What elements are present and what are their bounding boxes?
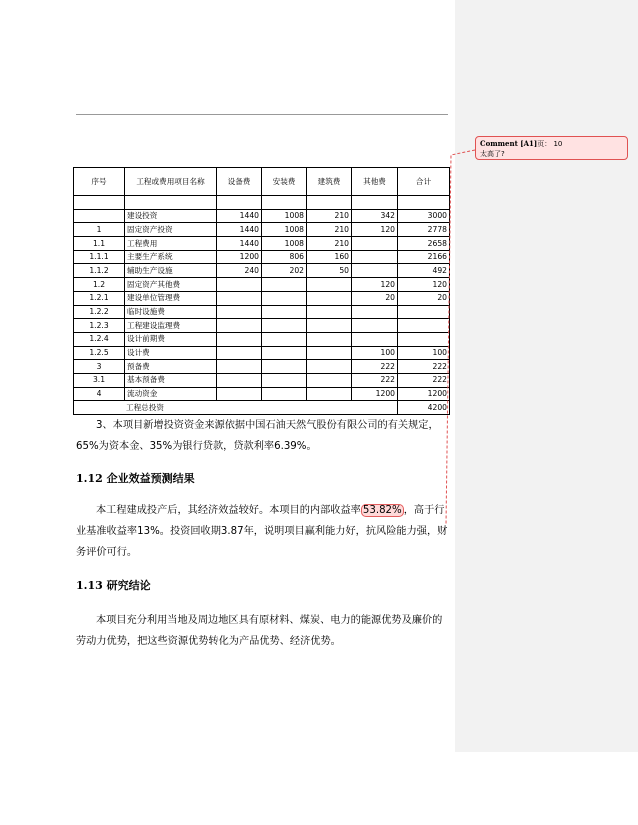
table-cell: 预备费 bbox=[125, 360, 217, 374]
table-cell: 1.2 bbox=[74, 278, 125, 292]
table-cell bbox=[262, 291, 307, 305]
table-cell: 建设投资 bbox=[125, 209, 217, 223]
table-cell: 342 bbox=[352, 209, 398, 223]
table-cell bbox=[352, 237, 398, 251]
table-row bbox=[74, 196, 450, 210]
table-cell: 100 bbox=[398, 346, 450, 360]
header-cell: 工程或费用项目名称 bbox=[125, 168, 217, 196]
table-cell bbox=[307, 278, 352, 292]
header-cell: 建筑费 bbox=[307, 168, 352, 196]
table-header-row bbox=[74, 168, 450, 196]
table-cell bbox=[262, 360, 307, 374]
total-value-cell: 4200 bbox=[398, 401, 450, 415]
table-cell: 2658 bbox=[398, 237, 450, 251]
table-cell bbox=[262, 305, 307, 319]
table-cell bbox=[307, 291, 352, 305]
table-cell bbox=[352, 264, 398, 278]
table-cell: 工程费用 bbox=[125, 237, 217, 251]
comment-margin-pane bbox=[455, 0, 638, 825]
table-cell bbox=[74, 196, 125, 210]
table-cell bbox=[217, 373, 262, 387]
table-cell: 160 bbox=[307, 250, 352, 264]
table-row bbox=[74, 305, 450, 319]
table-cell bbox=[217, 360, 262, 374]
table-cell: 210 bbox=[307, 223, 352, 237]
table-cell: 210 bbox=[307, 237, 352, 251]
commented-text-highlight[interactable]: 53.82% bbox=[362, 505, 402, 516]
table-cell bbox=[352, 332, 398, 346]
total-label-cell: 工程总投资 bbox=[74, 401, 398, 415]
table-cell: 临时设施费 bbox=[125, 305, 217, 319]
table-total-row bbox=[74, 401, 450, 415]
header-cell: 合计 bbox=[398, 168, 450, 196]
table-row bbox=[74, 250, 450, 264]
table-cell: 20 bbox=[352, 291, 398, 305]
table-cell: 120 bbox=[352, 223, 398, 237]
table-cell: 222 bbox=[398, 373, 450, 387]
header-cell: 设备费 bbox=[217, 168, 262, 196]
benefit-text-end: ，高于行业基准收益率13%。投资回收期3.87年，说明项目赢利能力好，抗风险能力强，财务评价可行。 bbox=[76, 505, 448, 558]
table-row bbox=[74, 278, 450, 292]
table-cell: 120 bbox=[352, 278, 398, 292]
table-cell: 3000 bbox=[398, 209, 450, 223]
table-cell: 流动资金 bbox=[125, 387, 217, 401]
header-cell: 其他费 bbox=[352, 168, 398, 196]
table-cell: 1440 bbox=[217, 237, 262, 251]
table-cell: 2778 bbox=[398, 223, 450, 237]
table-cell bbox=[262, 346, 307, 360]
table-cell bbox=[217, 196, 262, 210]
table-cell: 1.2.2 bbox=[74, 305, 125, 319]
table-cell: 1 bbox=[74, 223, 125, 237]
investment-table bbox=[73, 167, 450, 415]
table-cell: 设计费 bbox=[125, 346, 217, 360]
table-row bbox=[74, 209, 450, 223]
table-cell bbox=[262, 196, 307, 210]
table-row bbox=[74, 346, 450, 360]
table-cell bbox=[262, 332, 307, 346]
table-cell bbox=[307, 196, 352, 210]
table-cell bbox=[352, 196, 398, 210]
table-cell bbox=[307, 332, 352, 346]
table-cell: 1.2.5 bbox=[74, 346, 125, 360]
conclusion-paragraph: 本项目充分利用当地及周边地区具有原材料、煤炭、电力的能源优势及廉价的劳动力优势，把这些资源优势转化为产品优势、经济优势。 bbox=[76, 615, 443, 647]
table-cell: 222 bbox=[352, 360, 398, 374]
table-cell bbox=[217, 319, 262, 333]
table-cell: 4 bbox=[74, 387, 125, 401]
table-cell bbox=[262, 319, 307, 333]
table-row bbox=[74, 237, 450, 251]
table-cell bbox=[307, 360, 352, 374]
table-cell: 20 bbox=[398, 291, 450, 305]
table-cell bbox=[307, 319, 352, 333]
table-cell: 120 bbox=[398, 278, 450, 292]
table-cell: 1008 bbox=[262, 237, 307, 251]
table-cell bbox=[307, 346, 352, 360]
table-cell: 1200 bbox=[398, 387, 450, 401]
table-cell: 222 bbox=[352, 373, 398, 387]
table-cell bbox=[398, 196, 450, 210]
table-cell: 建设单位管理费 bbox=[125, 291, 217, 305]
table-cell: 1008 bbox=[262, 223, 307, 237]
section-heading-1-13: 1.13 研究结论 bbox=[76, 579, 151, 592]
table-cell bbox=[398, 305, 450, 319]
table-cell: 固定资产投资 bbox=[125, 223, 217, 237]
comment-text: 太高了? bbox=[480, 150, 505, 158]
table-cell: 3 bbox=[74, 360, 125, 374]
table-cell bbox=[217, 291, 262, 305]
table-cell: 1.1 bbox=[74, 237, 125, 251]
table-cell bbox=[307, 373, 352, 387]
table-cell: 222 bbox=[398, 360, 450, 374]
funding-paragraph: 3、本项目新增投资资金来源依据中国石油天然气股份有限公司的有关规定，65%为资本金、35%为银行贷款，贷款利率6.39%。 bbox=[76, 420, 439, 452]
table-cell bbox=[217, 346, 262, 360]
table-cell: 基本预备费 bbox=[125, 373, 217, 387]
table-cell: 240 bbox=[217, 264, 262, 278]
table-cell: 492 bbox=[398, 264, 450, 278]
table-cell: 100 bbox=[352, 346, 398, 360]
table-cell bbox=[352, 305, 398, 319]
header-rule bbox=[76, 114, 448, 115]
table-cell bbox=[262, 387, 307, 401]
benefit-text-start: 本工程建成投产后，其经济效益较好。本项目的内部收益率 bbox=[96, 505, 361, 516]
table-cell bbox=[307, 305, 352, 319]
table-cell bbox=[262, 373, 307, 387]
benefit-paragraph bbox=[76, 500, 448, 563]
table-cell: 1.1.1 bbox=[74, 250, 125, 264]
table-cell bbox=[217, 387, 262, 401]
table-cell bbox=[352, 250, 398, 264]
table-cell bbox=[307, 387, 352, 401]
table-cell bbox=[217, 278, 262, 292]
table-cell: 1.2.4 bbox=[74, 332, 125, 346]
section-heading-1-12: 1.12 企业效益预测结果 bbox=[76, 472, 195, 485]
table-cell: 固定资产其他费 bbox=[125, 278, 217, 292]
table-row bbox=[74, 387, 450, 401]
table-cell: 1.2.1 bbox=[74, 291, 125, 305]
table-cell: 806 bbox=[262, 250, 307, 264]
table-cell bbox=[217, 305, 262, 319]
table-cell: 1008 bbox=[262, 209, 307, 223]
table-cell: 210 bbox=[307, 209, 352, 223]
table-cell: 工程建设监理费 bbox=[125, 319, 217, 333]
table-cell: 1440 bbox=[217, 209, 262, 223]
table-cell: 1.2.3 bbox=[74, 319, 125, 333]
table-cell: 50 bbox=[307, 264, 352, 278]
table-row bbox=[74, 360, 450, 374]
comment-balloon[interactable]: Comment [A1]页： 10 太高了? bbox=[475, 136, 628, 160]
comment-page: 10 bbox=[553, 140, 563, 148]
table-cell: 1200 bbox=[352, 387, 398, 401]
margin-pane-blank-area bbox=[455, 752, 638, 825]
table-row bbox=[74, 291, 450, 305]
table-row bbox=[74, 223, 450, 237]
table-cell bbox=[217, 332, 262, 346]
table-cell bbox=[398, 332, 450, 346]
table-cell bbox=[125, 196, 217, 210]
table-cell bbox=[352, 319, 398, 333]
table-cell: 设计前期费 bbox=[125, 332, 217, 346]
header-cell: 安装费 bbox=[262, 168, 307, 196]
table-cell: 2166 bbox=[398, 250, 450, 264]
table-cell: 3.1 bbox=[74, 373, 125, 387]
comment-label: Comment [A1] bbox=[480, 139, 538, 148]
table-cell: 1440 bbox=[217, 223, 262, 237]
table-cell bbox=[262, 278, 307, 292]
table-row bbox=[74, 332, 450, 346]
table-cell: 202 bbox=[262, 264, 307, 278]
table-row bbox=[74, 264, 450, 278]
header-cell: 序号 bbox=[74, 168, 125, 196]
table-cell: 1.1.2 bbox=[74, 264, 125, 278]
table-cell: 主要生产系统 bbox=[125, 250, 217, 264]
table-row bbox=[74, 373, 450, 387]
table-row bbox=[74, 319, 450, 333]
table-cell bbox=[398, 319, 450, 333]
table-cell: 1200 bbox=[217, 250, 262, 264]
table-cell: 辅助生产设施 bbox=[125, 264, 217, 278]
table-cell bbox=[74, 209, 125, 223]
